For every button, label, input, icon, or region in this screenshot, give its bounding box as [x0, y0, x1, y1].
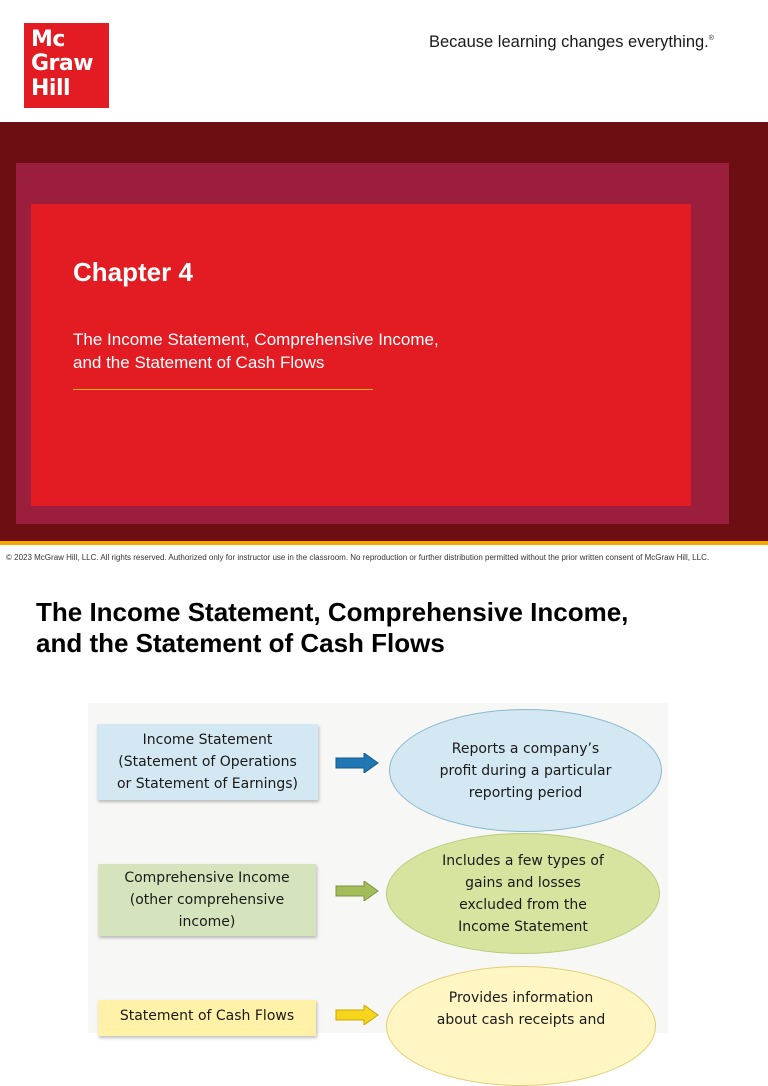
tagline [429, 33, 714, 52]
logo-line-3: Hill [31, 76, 71, 101]
ellipse-line: Reports a company’s [451, 740, 600, 757]
mcgraw-hill-logo [24, 23, 109, 108]
box-line: (other comprehensive [129, 892, 285, 908]
title-band [0, 122, 768, 541]
box-line: Comprehensive Income [124, 870, 290, 886]
box-line: (Statement of Operations [118, 754, 297, 770]
income-statement-description [389, 709, 662, 832]
logo-line-1: Mc [31, 27, 65, 52]
cash-flows-description [386, 966, 656, 1086]
comprehensive-income-description [386, 833, 660, 954]
subtitle-line-1: The Income Statement, Comprehensive Income, [73, 330, 439, 349]
box-line: income) [178, 914, 236, 930]
copyright-notice: © 2023 McGraw Hill, LLC. All rights reserved. Authorized only for instructor use in the classroom. No reproduction or further distribution permitted without the prior written consent of McGraw Hill, LLC. [6, 553, 710, 562]
ellipse-line: profit during a particular [439, 762, 612, 779]
slide-title [36, 597, 736, 659]
title-panel [31, 204, 691, 506]
slide-title-line-2: and the Statement of Cash Flows [36, 628, 445, 658]
slide-title-line-1: The Income Statement, Comprehensive Income, [36, 597, 629, 627]
arrow-right-icon [334, 1005, 380, 1025]
slide-header [0, 0, 768, 122]
chapter-subtitle [73, 328, 533, 374]
title-frame [16, 163, 729, 524]
tagline-text: Because learning changes everything. [429, 33, 709, 51]
content-slide [0, 570, 768, 1028]
box-line: Income Statement [142, 732, 273, 748]
box-line: Statement of Cash Flows [119, 1008, 295, 1024]
box-line: or Statement of Earnings) [116, 776, 299, 792]
arrow-right-icon [334, 881, 380, 901]
arrow-right-icon [334, 753, 380, 773]
ellipse-line: about cash receipts and [436, 1012, 606, 1028]
statements-diagram [88, 703, 668, 1033]
ellipse-line: Includes a few types of [442, 852, 604, 869]
ellipse-line: reporting period [468, 784, 583, 801]
registered-mark: ® [708, 35, 714, 42]
ellipse-line: Provides information [448, 990, 594, 1006]
income-statement-box [97, 724, 318, 800]
logo-line-2: Graw [31, 51, 94, 76]
chapter-title: Chapter 4 [73, 257, 193, 287]
subtitle-underline [73, 389, 373, 390]
comprehensive-income-box [98, 864, 316, 936]
cash-flows-box [98, 1000, 316, 1036]
ellipse-line: gains and losses [465, 874, 581, 891]
subtitle-line-2: and the Statement of Cash Flows [73, 353, 325, 372]
gold-divider [0, 541, 768, 545]
ellipse-line: excluded from the [459, 896, 587, 913]
ellipse-line: Income Statement [458, 918, 588, 935]
